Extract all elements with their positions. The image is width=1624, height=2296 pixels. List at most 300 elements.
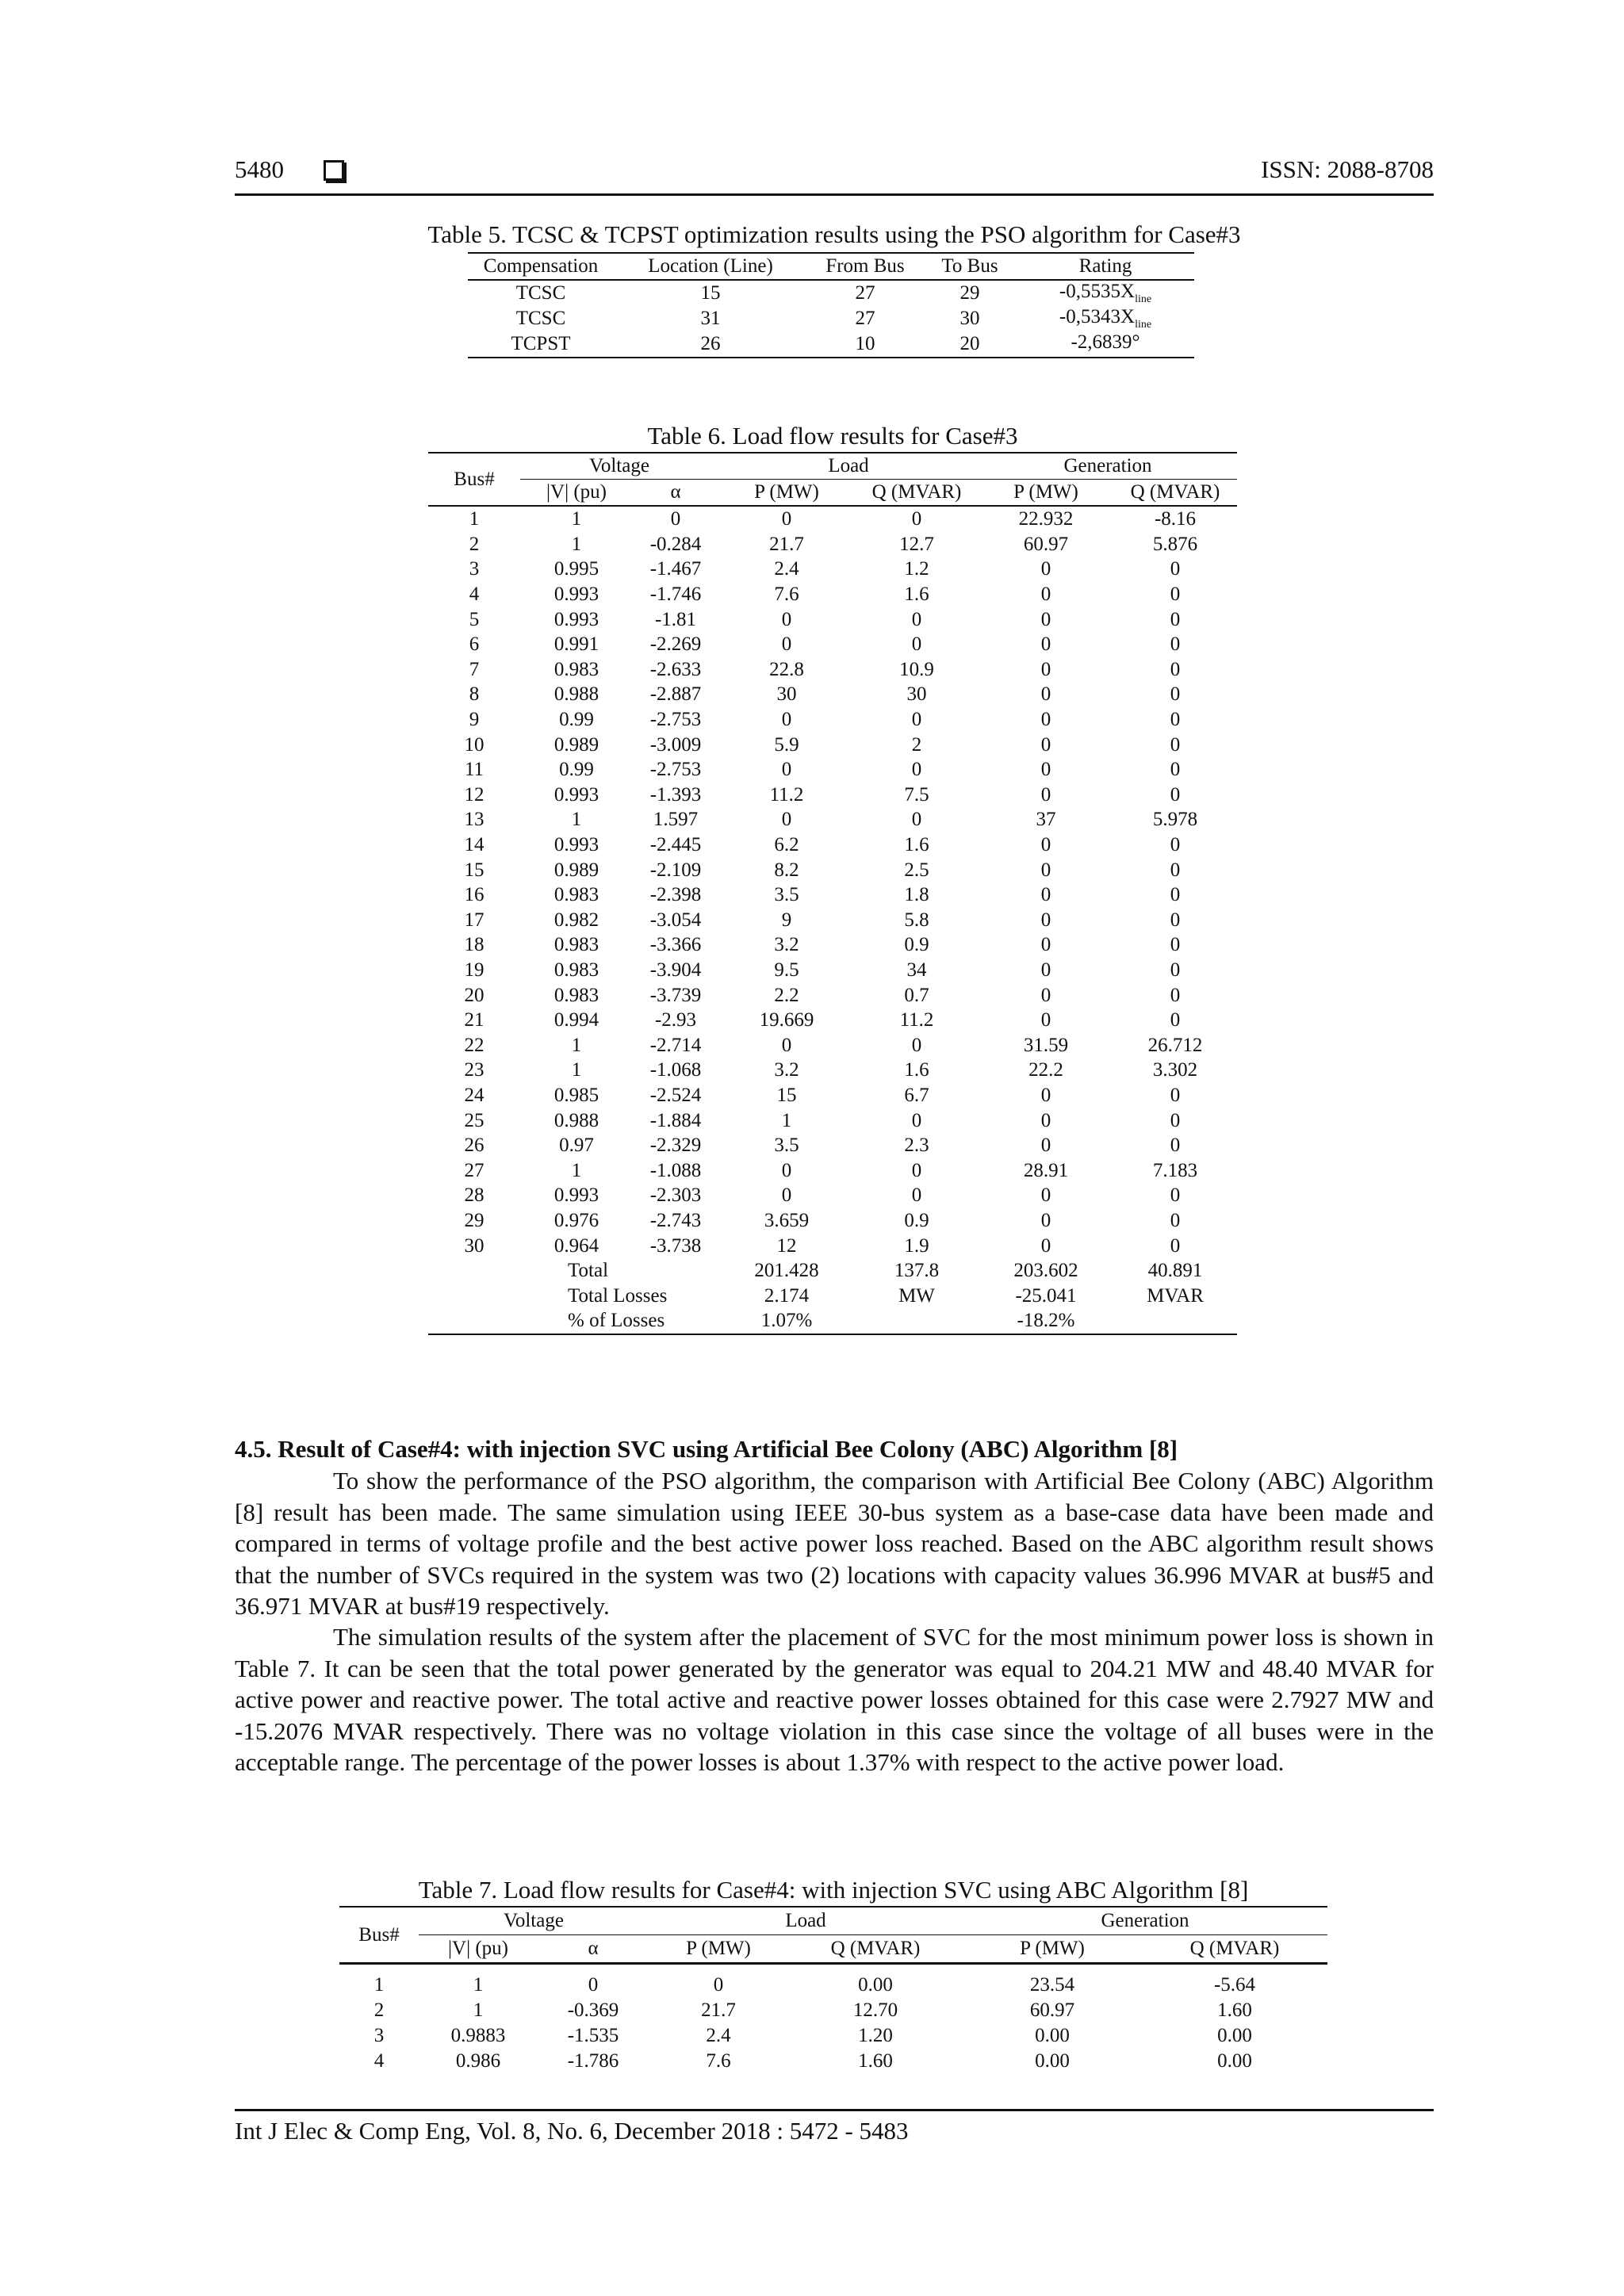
cell: 1	[781, 1109, 792, 1131]
table6-caption: Table 6. Load flow results for Case#3	[647, 422, 1018, 450]
cell: 2.4	[774, 558, 799, 580]
col-header: Q (MVAR)	[855, 480, 979, 507]
cell: -2.633	[649, 658, 702, 680]
cell: MW	[898, 1284, 935, 1307]
table-row	[428, 1058, 1237, 1083]
paragraph: To show the performance of the PSO algorithm, the comparison with Artificial Bee Colony (ABC) Algorithm [8] result has been made. The same simulation using IEEE 30-bus system as a base-case data have been made and compared in terms of voltage profile and the best active power loss reached. Based on the ABC algorithm result shows that the number of SVCs required in the system was two (2) locations with capacity values 36.996 MVAR at bus#5 and 36.971 MVAR at bus#19 respectively.	[235, 1467, 1434, 1620]
cell: 0	[1040, 934, 1051, 956]
cell: 1.597	[653, 809, 699, 831]
cell: 27	[464, 1159, 485, 1181]
cell: 0	[1170, 909, 1181, 931]
cell: 18	[464, 934, 485, 956]
cell: MVAR	[1147, 1284, 1204, 1307]
cell: 0.993	[553, 584, 599, 606]
summary-row	[428, 1258, 1237, 1284]
table5-caption: Table 5. TCSC & TCPST optimization results using the PSO algorithm for Case#3	[427, 220, 1241, 248]
cell: 1	[373, 1974, 385, 1996]
cell: 0	[1040, 1209, 1051, 1231]
cell: 0	[713, 1974, 724, 1996]
cell: 137.8	[894, 1260, 940, 1282]
table-row	[428, 882, 1237, 908]
cell: 0	[1170, 759, 1181, 781]
cell: 1.07%	[718, 1308, 855, 1334]
cell: 0.989	[553, 859, 599, 881]
cell: 2	[469, 533, 480, 555]
table-row	[428, 982, 1237, 1008]
cell: 0	[1170, 959, 1181, 981]
cell: 7.6	[706, 2050, 731, 2072]
cell: 37	[1036, 809, 1056, 831]
cell: 0.989	[553, 733, 599, 756]
cell: 0	[670, 508, 681, 530]
table-row	[428, 832, 1237, 858]
cell: 0	[911, 759, 922, 781]
cell: 0	[781, 633, 792, 656]
cell: 0	[1040, 884, 1051, 906]
cell: 5.876	[1152, 533, 1198, 555]
page-number: 5480	[235, 155, 284, 183]
cell: -1.088	[649, 1159, 702, 1181]
cell: 11.2	[769, 783, 804, 806]
table-row	[428, 1008, 1237, 1033]
cell: 0	[911, 1034, 922, 1056]
cell: -2.269	[649, 633, 702, 656]
cell: 0	[1040, 984, 1051, 1006]
table-row	[468, 331, 1194, 358]
cell: -0.284	[649, 533, 702, 555]
cell: 1.8	[904, 884, 929, 906]
cell: 203.602	[1013, 1260, 1078, 1282]
cell: -2.329	[649, 1135, 702, 1157]
cell: 0.983	[553, 959, 599, 981]
cell: 26	[464, 1135, 485, 1157]
cell: 6.2	[774, 834, 799, 856]
group-header: Voltage	[520, 453, 718, 480]
cell: 26	[614, 331, 807, 358]
cell: 34	[906, 959, 927, 981]
cell: 0	[1170, 1109, 1181, 1131]
cell: 1	[473, 1999, 484, 2021]
section-heading: 4.5. Result of Case#4: with injection SVC using Artificial Bee Colony (ABC) Algorithm [8]	[235, 1435, 1178, 1463]
cell: 0.00	[858, 1974, 893, 1996]
cell: 0	[1170, 633, 1181, 656]
cell: -8.16	[1154, 508, 1197, 530]
col-header: Location (Line)	[614, 253, 807, 280]
cell: -5.64	[1213, 1974, 1256, 1996]
cell: 30	[776, 683, 797, 706]
cell: 12	[464, 783, 485, 806]
summary-row	[428, 1283, 1237, 1308]
cell: 0	[911, 633, 922, 656]
cell: 0	[1040, 1009, 1051, 1031]
col-header: Q (MVAR)	[788, 1935, 963, 1964]
cell: 0	[1040, 1084, 1051, 1106]
cell: 12.7	[899, 533, 934, 555]
cell: -2.714	[649, 1034, 702, 1056]
cell: -0.369	[567, 1999, 619, 2021]
col-header: α	[633, 480, 718, 507]
col-header: P (MW)	[649, 1935, 788, 1964]
cell: 40.891	[1147, 1260, 1203, 1282]
cell: 30	[959, 308, 980, 329]
table6-group-row	[428, 453, 1237, 480]
cell: 0	[1040, 1109, 1051, 1131]
group-header: Load	[718, 453, 979, 480]
cell: 5	[469, 608, 480, 630]
cell: 0.964	[553, 1234, 599, 1257]
cell: 0	[781, 508, 792, 530]
col-header: P (MW)	[979, 480, 1113, 507]
col-header: Rating	[1017, 253, 1194, 280]
cell: 0.993	[553, 783, 599, 806]
cell: 0	[1040, 759, 1051, 781]
table-row	[428, 657, 1237, 683]
cell: 0	[1170, 1234, 1181, 1257]
cell: Total Losses	[568, 1284, 668, 1307]
cell: 20	[464, 984, 485, 1006]
group-header: Load	[649, 1907, 963, 1935]
table5-header-row	[468, 253, 1194, 280]
cell: 8	[469, 683, 480, 706]
cell: 1.6	[904, 834, 929, 856]
cell: -1.068	[649, 1059, 702, 1081]
cell: 22.8	[769, 658, 804, 680]
cell: -1.786	[567, 2050, 619, 2072]
cell: 0	[1040, 834, 1051, 856]
table-row	[428, 632, 1237, 657]
cell: 0.991	[553, 633, 599, 656]
paragraph: The simulation results of the system after the placement of SVC for the most minimum power loss is shown in Table 7. It can be seen that the total power generated by the generator was equal to 204.21 MW and 48.40 MVAR for active power and reactive power. The total active and reactive power losses obtained for this case were 2.7927 MW and -15.2076 MVAR respectively. There was no voltage violation in this case since the voltage of all buses were in the acceptable range. The percentage of the power losses is about 1.37% with respect to the active power load.	[235, 1623, 1434, 1776]
cell: 1	[473, 1974, 484, 1996]
cell: -2.303	[649, 1184, 702, 1207]
cell	[1113, 1308, 1237, 1334]
cell: 0.00	[1217, 2025, 1252, 2046]
cell: 0	[1170, 1009, 1181, 1031]
cell: -1.746	[649, 584, 702, 606]
cell: 5.978	[1152, 809, 1198, 831]
cell: 31	[700, 308, 721, 329]
cell: 0.00	[1035, 2050, 1070, 2072]
cell: 31.59	[1023, 1034, 1069, 1056]
cell: 0	[1170, 558, 1181, 580]
cell: 0.00	[1217, 2050, 1252, 2072]
cell: -1.393	[649, 783, 702, 806]
cell: 0	[1170, 884, 1181, 906]
cell: 1	[571, 1059, 582, 1081]
cell: -25.041	[1015, 1284, 1077, 1307]
cell: 0.983	[553, 984, 599, 1006]
cell: 26.712	[1147, 1034, 1203, 1056]
cell: -2.743	[649, 1209, 702, 1231]
table-row	[339, 2049, 1327, 2074]
cell: 0.9	[904, 1209, 929, 1231]
cell: 0	[1040, 909, 1051, 931]
cell: 0	[1170, 834, 1181, 856]
cell: 23	[464, 1059, 485, 1081]
cell: TCSC	[515, 282, 566, 304]
table-row	[428, 506, 1237, 532]
table7-group-row	[339, 1907, 1327, 1935]
col-header: α	[538, 1935, 649, 1964]
cell: 3.5	[774, 884, 799, 906]
cell: 0.993	[553, 1184, 599, 1207]
table6-header-row	[428, 480, 1237, 507]
cell: 0	[911, 709, 922, 731]
col-header: |V| (pu)	[520, 480, 633, 507]
cell: -3.904	[649, 959, 702, 981]
table-row	[428, 783, 1237, 808]
cell: 0	[781, 1034, 792, 1056]
cell: 0.97	[559, 1135, 594, 1157]
cell: 201.428	[754, 1260, 819, 1282]
cell: 0	[1040, 633, 1051, 656]
table-row	[468, 280, 1194, 306]
col-header: Compensation	[468, 253, 614, 280]
cell: 5.8	[904, 909, 929, 931]
table5	[468, 252, 1194, 358]
cell: 10	[807, 331, 923, 358]
cell: 0.986	[455, 2050, 501, 2072]
cell: 0.00	[1035, 2025, 1070, 2046]
group-header: Voltage	[419, 1907, 649, 1935]
cell: 1	[571, 533, 582, 555]
issn: ISSN: 2088-8708	[1261, 155, 1434, 183]
cell: 10	[464, 733, 485, 756]
cell: 0.99	[559, 759, 594, 781]
group-header: Generation	[979, 453, 1237, 480]
group-header: Generation	[963, 1907, 1327, 1935]
table-row	[428, 807, 1237, 832]
cell: 0	[911, 508, 922, 530]
table-row	[428, 1032, 1237, 1058]
cell: 15	[776, 1084, 797, 1106]
cell: 0	[781, 759, 792, 781]
cell: 0	[911, 1184, 922, 1207]
cell: 0	[1170, 733, 1181, 756]
table-row	[428, 607, 1237, 632]
cell: 30	[906, 683, 927, 706]
cell: -18.2%	[979, 1308, 1113, 1334]
cell: 0	[781, 608, 792, 630]
cell: 0	[911, 1159, 922, 1181]
cell: $-0,5343X_{line}$	[1059, 306, 1152, 331]
cell: 2.174	[764, 1284, 810, 1307]
cell: 0.993	[553, 834, 599, 856]
cell: 0	[1170, 934, 1181, 956]
cell: 1.60	[858, 2050, 893, 2072]
cell: 0.993	[553, 608, 599, 630]
footer-rule	[235, 2109, 1434, 2111]
cell: 16	[464, 884, 485, 906]
cell: 0.9883	[450, 2025, 506, 2046]
col-header: P (MW)	[963, 1935, 1142, 1964]
cell: 9	[469, 709, 480, 731]
cell: 19	[464, 959, 485, 981]
cell: 6.7	[904, 1084, 929, 1106]
table6	[428, 452, 1237, 1335]
cell: 0	[1040, 658, 1051, 680]
col-header: Bus#	[339, 1907, 419, 1964]
cell: $-0,5535X_{line}$	[1059, 281, 1152, 305]
cell: 0	[1040, 959, 1051, 981]
table7-header-row	[339, 1935, 1327, 1964]
cell: 0.985	[553, 1084, 599, 1106]
cell: 24	[464, 1084, 485, 1106]
cell: 0.988	[553, 1109, 599, 1131]
cell: 3.5	[774, 1135, 799, 1157]
cell: 60.97	[1023, 533, 1069, 555]
cell: 1	[571, 1034, 582, 1056]
cell: -2.887	[649, 683, 702, 706]
cell: 0	[588, 1974, 599, 1996]
table-row	[428, 958, 1237, 983]
cell: 2.2	[774, 984, 799, 1006]
cell: 5.9	[774, 733, 799, 756]
table-row	[428, 908, 1237, 933]
cell: -2.93	[654, 1009, 697, 1031]
table-row	[428, 1183, 1237, 1208]
cell: 21.7	[701, 1999, 736, 2021]
cell: 29	[959, 282, 980, 304]
cell: -2.109	[649, 859, 702, 881]
cell: 1.60	[1217, 1999, 1252, 2021]
cell: 15	[464, 859, 485, 881]
table-row	[428, 582, 1237, 607]
cell: 0	[1040, 584, 1051, 606]
table-row	[339, 2023, 1327, 2049]
cell: 0.9	[904, 934, 929, 956]
summary-row	[428, 1308, 1237, 1334]
cell: 1.20	[858, 2025, 893, 2046]
cell: 9	[781, 909, 792, 931]
cell: 0	[1170, 984, 1181, 1006]
cell: 8.2	[774, 859, 799, 881]
col-header: Q (MVAR)	[1142, 1935, 1327, 1964]
cell: 27	[855, 282, 875, 304]
cell: 15	[700, 282, 721, 304]
cell: 22.2	[1028, 1059, 1063, 1081]
cell: 0	[781, 1159, 792, 1181]
cell: 0.994	[553, 1009, 599, 1031]
cell: 0	[1040, 608, 1051, 630]
table-row	[339, 1998, 1327, 2023]
cell: 11.2	[899, 1009, 934, 1031]
table7-body	[339, 1964, 1327, 2075]
cell: 1.6	[904, 1059, 929, 1081]
cell: 27	[855, 308, 875, 329]
cell: -3.366	[649, 934, 702, 956]
table-row	[428, 1233, 1237, 1258]
cell	[855, 1308, 979, 1334]
table-row	[428, 532, 1237, 557]
cell: 0.983	[553, 934, 599, 956]
cell: TCSC	[515, 308, 566, 329]
cell: 0	[1040, 1234, 1051, 1257]
cell: 0.982	[553, 909, 599, 931]
cell: 23.54	[1029, 1974, 1075, 1996]
cell: -1.81	[654, 608, 697, 630]
cell: 0.983	[553, 884, 599, 906]
cell: 0	[1170, 783, 1181, 806]
cell: 30	[464, 1234, 485, 1257]
col-header: P (MW)	[718, 480, 855, 507]
cell: 12	[776, 1234, 797, 1257]
cell: 0	[911, 608, 922, 630]
cell: 0	[1170, 584, 1181, 606]
cell: 1.9	[904, 1234, 929, 1257]
cell: 0	[781, 1184, 792, 1207]
cell: 0	[1040, 733, 1051, 756]
cell: 0.7	[904, 984, 929, 1006]
table-row	[428, 1158, 1237, 1183]
cell: 0	[1170, 859, 1181, 881]
cell: 0.995	[553, 558, 599, 580]
cell: 22	[464, 1034, 485, 1056]
cell: 0.983	[553, 658, 599, 680]
table-row	[428, 1108, 1237, 1133]
cell: 3	[469, 558, 480, 580]
cell: 21.7	[769, 533, 804, 555]
table7-caption: Table 7. Load flow results for Case#4: with injection SVC using ABC Algorithm [8]	[418, 1876, 1249, 1904]
cell: 28	[464, 1184, 485, 1207]
table-row	[428, 1133, 1237, 1158]
cell	[428, 1308, 520, 1334]
cell: 7.183	[1152, 1159, 1198, 1181]
cell: 1	[469, 508, 480, 530]
table-row	[428, 707, 1237, 733]
cell: 4	[469, 584, 480, 606]
cell	[428, 1258, 520, 1284]
header-rule	[235, 193, 1434, 196]
table7	[339, 1906, 1327, 2074]
box-icon	[324, 160, 344, 181]
cell: 1.2	[904, 558, 929, 580]
cell: 0	[1040, 783, 1051, 806]
cell: 0.988	[553, 683, 599, 706]
cell: 2	[911, 733, 922, 756]
cell: 22.932	[1018, 508, 1074, 530]
cell: 0	[1170, 709, 1181, 731]
table-row	[428, 1208, 1237, 1234]
table-row	[428, 857, 1237, 882]
cell: -2.398	[649, 884, 702, 906]
table-row	[428, 932, 1237, 958]
cell: 2.4	[706, 2025, 731, 2046]
page-header	[235, 155, 1434, 190]
cell: 1	[571, 1159, 582, 1181]
cell: 12.70	[852, 1999, 898, 2021]
cell: % of Losses	[520, 1308, 718, 1334]
cell: 3.2	[774, 1059, 799, 1081]
cell: 2	[373, 1999, 385, 2021]
cell: 0	[1040, 683, 1051, 706]
cell: 0	[1170, 1184, 1181, 1207]
cell: -1.467	[649, 558, 702, 580]
cell: 14	[464, 834, 485, 856]
cell: 0	[911, 1109, 922, 1131]
table-row	[428, 732, 1237, 757]
col-header: From Bus	[807, 253, 923, 280]
cell: 2.3	[904, 1135, 929, 1157]
cell: 0	[1040, 709, 1051, 731]
cell: 17	[464, 909, 485, 931]
cell: 0	[1040, 1184, 1051, 1207]
col-header: Bus#	[428, 453, 520, 506]
cell: -3.739	[649, 984, 702, 1006]
cell: 11	[464, 759, 485, 781]
cell: 3.302	[1152, 1059, 1198, 1081]
cell: 0	[1170, 683, 1181, 706]
